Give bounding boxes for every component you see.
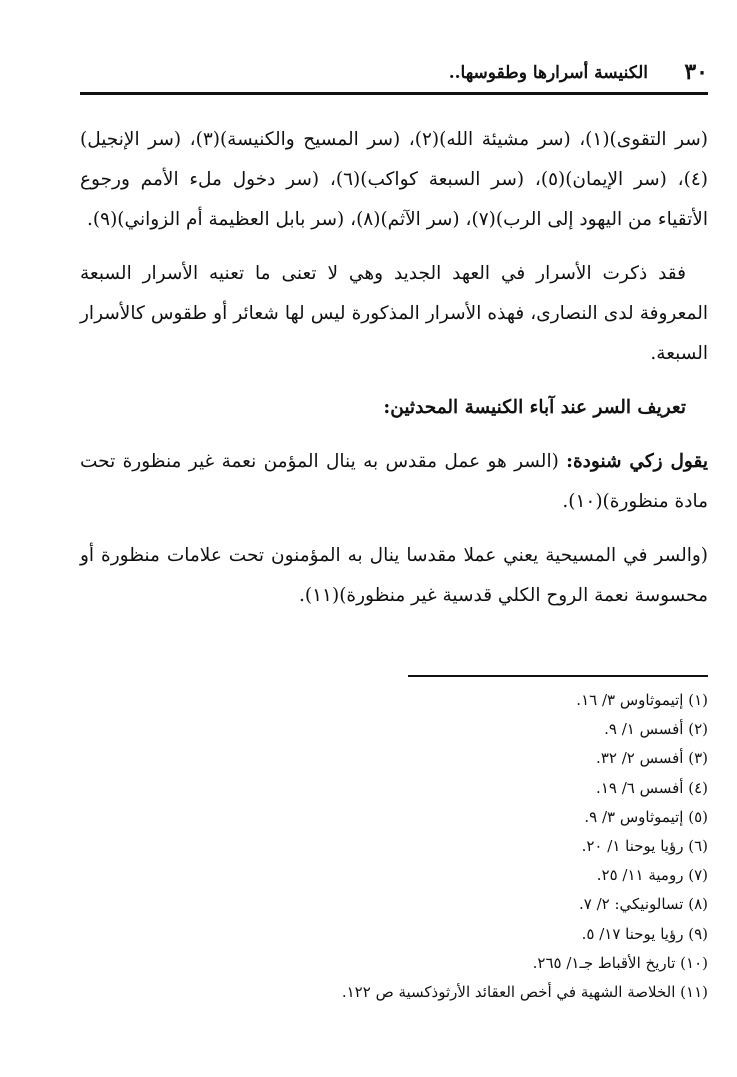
section-heading: تعريف السر عند آباء الكنيسة المحدثين:: [383, 397, 686, 418]
footnote-rule: [408, 675, 708, 677]
footnote-item: (١) إتيموثاوس ٣/ ١٦.: [576, 691, 708, 709]
footnote-item: (٧) رومية ١١/ ٢٥.: [596, 866, 708, 885]
body-text: [80, 120, 708, 616]
mysteries-list-paragraph: (سر التقوى)(١)، (سر مشيئة الله)(٢)، (سر المسيح والكنيسة)(٣)، (سر الإنجيل)(٤)، (سر الإيمان)(٥)، (سر السبعة كواكب)(٦)، (سر دخول ملء الأمم ورجوع الأتقياء من اليهود إلى الرب)(٧)، (سر الآثم)(٨)، (سر بابل العظيمة أم الزواني)(٩).: [80, 129, 709, 230]
page-number: ٣٠: [684, 59, 708, 85]
footnote-item: (٢) أفسس ١/ ٩.: [604, 720, 708, 739]
footnote-item: (٥) إتيموثاوس ٣/ ٩.: [584, 807, 708, 826]
footnote-item: (٩) رؤيا يوحنا ١٧/ ٥.: [581, 924, 708, 943]
footnote-item: (١٠) تاريخ الأقباط جـ١/ ٢٦٥.: [532, 953, 708, 972]
footnotes-list: [80, 686, 708, 1007]
footnote-item: (٨) تسالونيكي: ٢/ ٧.: [578, 895, 708, 914]
quote-paragraph-1: [80, 442, 708, 522]
footnote-item: (٤) أفسس ٦/ ١٩.: [596, 778, 708, 797]
quote-text-1: (السر هو عمل مقدس به ينال المؤمن نعمة غير منظورة تحت مادة منظورة)(١٠).: [80, 451, 708, 512]
running-title: الكنيسة أسرارها وطقوسها..: [448, 63, 648, 83]
header-rule: [80, 92, 708, 95]
explanation-paragraph: فقد ذكرت الأسرار في العهد الجديد وهي لا تعنى ما تعنيه الأسرار السبعة المعروفة لدى النصارى، فهذه الأسرار المذكورة ليس لها شعائر أو طقوس كالأسرار السبعة.: [80, 263, 708, 364]
footnote-item: (١١) الخلاصة الشهية في أخص العقائد الأرثوذكسية ص ١٢٢.: [341, 983, 708, 1002]
quote-author: يقول زكي شنودة:: [566, 451, 708, 472]
quote-paragraph-2: (والسر في المسيحية يعني عملا مقدسا ينال به المؤمنون تحت علامات منظورة أو محسوسة نعمة الروح الكلي قدسية غير منظورة)(١١).: [80, 545, 708, 606]
running-head: [80, 58, 708, 92]
footnote-item: (٣) أفسس ٢/ ٣٢.: [596, 749, 708, 768]
footnote-item: (٦) رؤيا يوحنا ١/ ٢٠.: [581, 837, 708, 856]
